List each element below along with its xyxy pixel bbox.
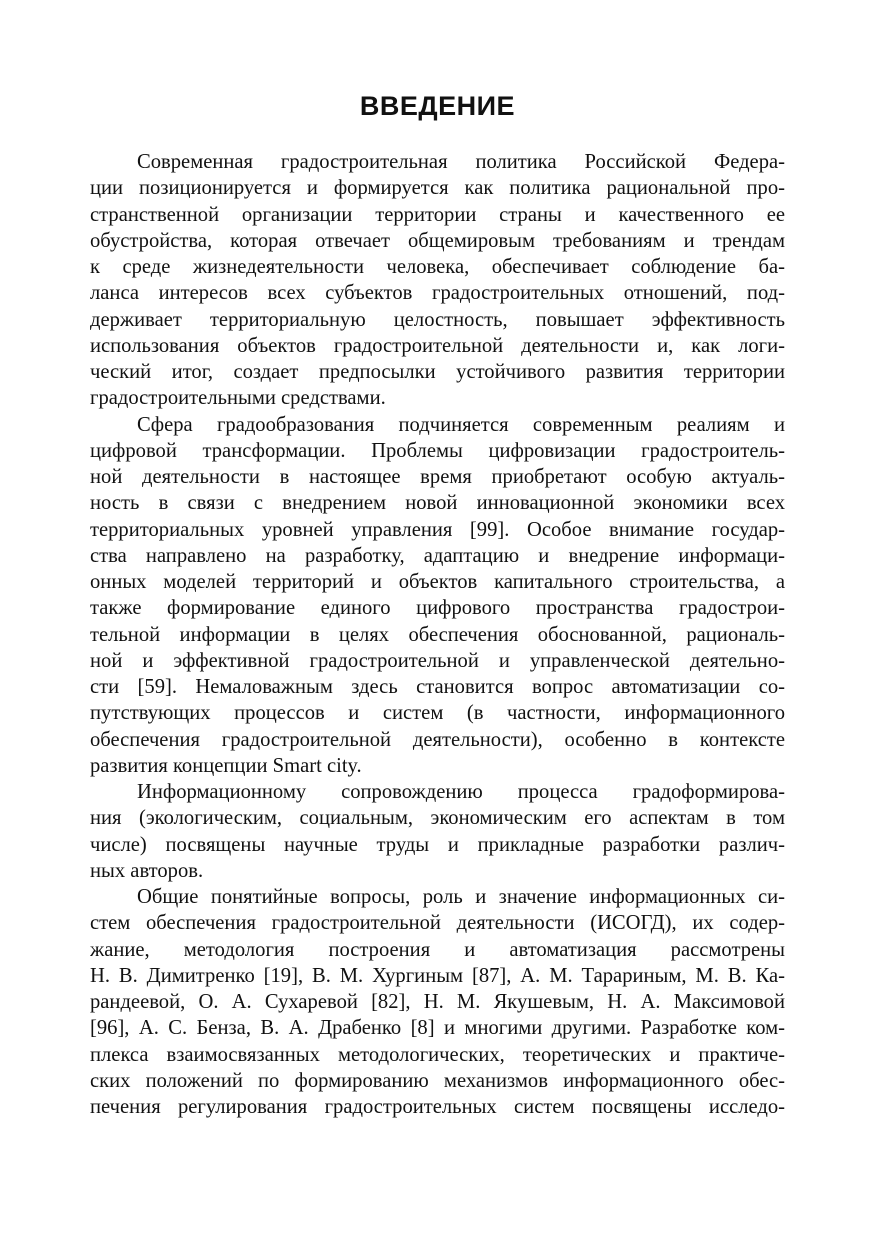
text-line: территориальных уровней управления [99]. Особое внимание государ- (90, 518, 785, 541)
body-text (90, 149, 785, 1120)
text-line: держивает территориальную целостность, повышает эффективность (90, 308, 785, 331)
text-line: обеспечения градостроительной деятельности), особенно в контексте (90, 728, 785, 751)
text-line: путствующих процессов и систем (в частности, информационного (90, 702, 785, 725)
text-line: Информационному сопровождению процесса градоформирова- (137, 781, 785, 803)
text-line: печения регулирования градостроительных систем посвящены исследо- (90, 1096, 785, 1118)
text-line: ланса интересов всех субъектов градостроительных отношений, под- (90, 282, 785, 305)
text-line: развития концепции Smart city. (90, 754, 362, 777)
paragraph (90, 149, 785, 412)
paragraph (90, 779, 785, 884)
chapter-title: ВВЕДЕНИЕ (359, 91, 516, 121)
text-line: ции позиционируется и формируется как политика рациональной про- (90, 177, 785, 200)
text-line: Общие понятийные вопросы, роль и значение информационных си- (137, 886, 785, 908)
text-line: стем обеспечения градостроительной деятельности (ИСОГД), их содер- (90, 912, 785, 935)
text-line: Н. В. Димитренко [19], В. М. Хургиным [87], А. М. Тарариным, М. В. Ка- (90, 964, 785, 987)
text-line: онных моделей территорий и объектов капитального строительства, а (90, 571, 785, 593)
text-line: тельной информации в целях обеспечения обоснованной, рациональ- (90, 623, 785, 646)
text-line: ной деятельности в настоящее время приобретают особую актуаль- (90, 466, 785, 488)
text-line: ческий итог, создает предпосылки устойчивого развития территории (90, 361, 785, 383)
text-line: ных авторов. (90, 859, 204, 882)
text-line: ной и эффективной градостроительной и управленческой деятельно- (90, 649, 785, 672)
document-page (90, 0, 785, 1241)
text-line: плекса взаимосвязанных методологических, теоретических и практиче- (90, 1043, 785, 1066)
paragraph (90, 884, 785, 1120)
text-line: сти [59]. Немаловажным здесь становится вопрос автоматизации со- (90, 676, 785, 698)
text-line: рандеевой, О. А. Сухаревой [82], Н. М. Якушевым, Н. А. Максимовой (90, 991, 785, 1013)
text-line: использования объектов градостроительной деятельности и, как логи- (90, 334, 785, 357)
text-line: Современная градостроительная политика Российской Федера- (137, 151, 785, 173)
text-line: ских положений по формированию механизмов информационного обес- (90, 1069, 785, 1092)
text-line: Сфера градообразования подчиняется современным реалиям и (137, 413, 785, 436)
text-line: ства направлено на разработку, адаптацию и внедрение информаци- (90, 544, 785, 567)
text-line: жание, методология построения и автоматизация рассмотрены (90, 938, 785, 961)
text-line: ния (экологическим, социальным, экономическим его аспектам в том (90, 807, 785, 830)
paragraph (90, 412, 785, 780)
text-line: к среде жизнедеятельности человека, обеспечивает соблюдение ба- (90, 256, 785, 278)
text-line: также формирование единого цифрового пространства градострои- (90, 597, 785, 620)
text-line: странственной организации территории страны и качественного ее (90, 203, 785, 226)
text-line: числе) посвящены научные труды и прикладные разработки различ- (90, 833, 785, 856)
text-line: градостроительными средствами. (90, 387, 386, 410)
text-line: обустройства, которая отвечает общемировым требованиям и трендам (90, 229, 785, 252)
text-line: ность в связи с внедрением новой инновационной экономики всех (90, 492, 785, 515)
text-line: [96], А. С. Бенза, В. А. Драбенко [8] и многими другими. Разработке ком- (90, 1017, 785, 1040)
text-line: цифровой трансформации. Проблемы цифровизации градостроитель- (90, 439, 785, 462)
